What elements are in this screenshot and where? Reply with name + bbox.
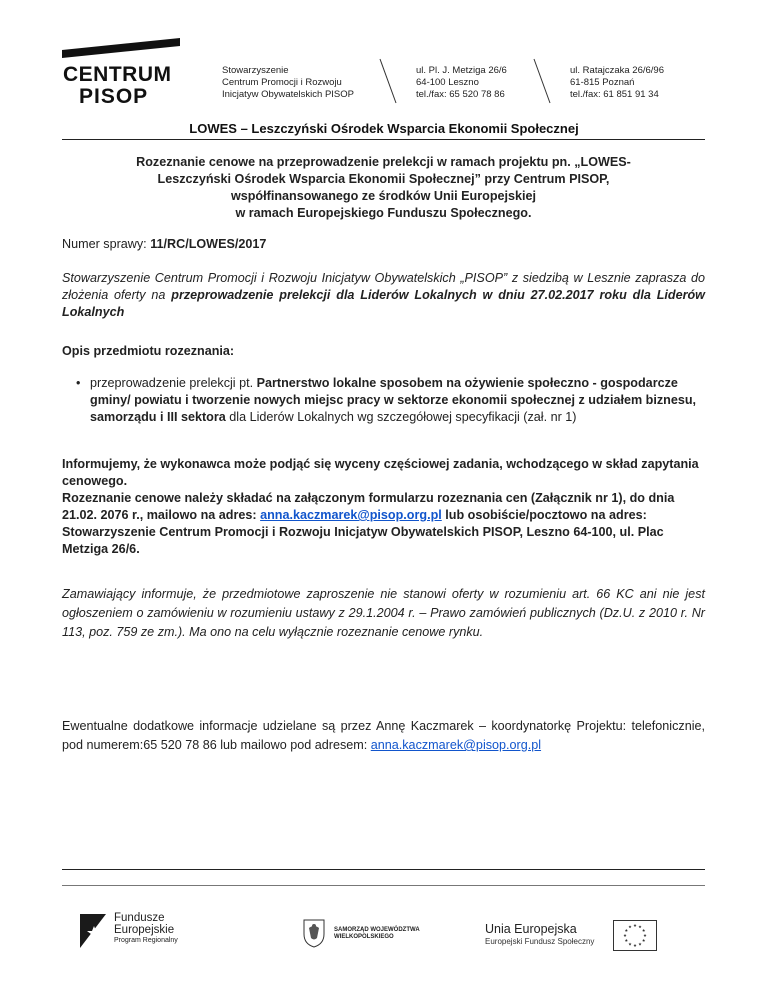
ue-logo-text: Unia Europejska Europejski Fundusz Społeczny xyxy=(485,922,595,946)
info-paragraph: Informujemy, że wykonawca może podjąć się wyceny częściowej zadania, wchodzącego w skład zapytania cenowego. Rozeznanie cenowe należy składać na załączonym formularzu rozeznania cen (Załącznik nr 1), do dnia 21.02. 2076 r., mailowo na adres: anna.kaczmarek@pisop.org.pl lub osobiście/pocztowo na adres: Stowarzyszenie Centrum Promocji i Rozwoju Inicjatyw Obywatelskich PISOP, Leszno 64-100, ul. Plac Metziga 26/6. xyxy=(62,457,699,556)
logo-line1: CENTRUM xyxy=(63,63,172,86)
disclaimer-paragraph: Zamawiający informuje, że przedmiotowe zaproszenie nie stanowi oferty w rozumieniu art. 66 KC ani nie jest ogłoszeniem o zamówieniu w rozumieniu ustawy z 29.1.2004 r. – Prawo zamówień publicznych (Dz.U. z 2010 r. Nr 113, poz. 759 ze zm.). Ma ono na celu wyłącznie rozeznanie cenowe rynku. xyxy=(62,587,705,639)
fe-star-icon xyxy=(80,914,108,948)
contact-paragraph: Ewentualne dodatkowe informacje udzielane są przez Annę Kaczmarek – koordynatorkę Projektu: telefonicznie, pod numerem:65 520 78 86 lub mailowo pod adresem: anna.kaczmarek@pisop.org.pl xyxy=(62,719,705,752)
case-number-line: Numer sprawy: 11/RC/LOWES/2017 xyxy=(62,237,267,251)
fundusze-europejskie-logo: Fundusze Europejskie Program Regionalny xyxy=(80,912,210,962)
logo-bar-icon xyxy=(62,38,180,58)
logo-line2: PISOP xyxy=(79,85,149,108)
invitation-paragraph: Stowarzyszenie Centrum Promocji i Rozwoju Inicjatyw Obywatelskich „PISOP” z siedzibą w Lesznie zaprasza do złożenia oferty na przeprowadzenie prelekcji dla Liderów Lokalnych w dniu 27.02.2017 roku dla Liderów Lokalnych xyxy=(62,271,705,319)
divider-slash-icon xyxy=(532,58,552,104)
page-title: LOWES – Leszczyński Ośrodek Wsparcia Ekonomii Społecznej xyxy=(189,121,579,136)
address-leszno: ul. Pl. J. Metziga 26/6 64-100 Leszno tel./fax: 65 520 78 86 xyxy=(416,65,507,100)
centrum-pisop-logo xyxy=(62,38,192,110)
contact-email-link[interactable]: anna.kaczmarek@pisop.org.pl xyxy=(370,738,542,752)
eu-flag-icon xyxy=(613,920,657,951)
footer-divider xyxy=(62,869,705,870)
header-divider xyxy=(62,139,705,140)
bullet-icon: • xyxy=(76,376,81,390)
document-page: CENTRUM PISOP Stowarzyszenie Centrum Promocji i Rozwoju Inicjatyw Obywatelskich PISOP ul. Pl. J. Metziga 26/6 64-100 Leszno tel./fax: 65 520 78 86 ul. Ratajczaka 26/6/96 61-815 Poznań tel./fax: 61 851 91 34 LOWES – Leszczyński Ośrodek Wsparcia Ekonomii Społecznej Rozeznanie cenowe na przeprowadzenie prelekcji w ramach projektu pn. „LOWES- Leszczyński Ośrodek Wsparcia Ekonomii Społecznej” przy Centrum PISOP, współfinansowanego ze środków Unii Europejskiej w ramach Europejskiego Funduszu Społecznego. Numer sprawy: 11/RC/LOWES/2017 Stowarzyszenie Centrum Promocji i Rozwoju Inicjatyw Obywatelskich „PISOP” z siedzibą w Lesznie zaprasza do złożenia oferty na przeprowadzenie prelekcji dla Liderów Lokalnych w dniu 27.02.2017 roku dla Liderów Lokalnych Opis przedmiotu rozeznania: • przeprowadzenie prelekcji pt. Partnerstwo lokalne sposobem na ożywienie społeczno - gospodarcze gminy/ powiatu i tworzenie nowych miejsc pracy w sektorze ekonomii społecznej z udziałem biznesu, samorządu i III sektora dla Liderów Lokalnych wg szczegółowej specyfikacji (zał. nr 1) Informujemy, że wykonawca może podjąć się wyceny częściowej zadania, wchodzącego w skład zapytania cenowego. Rozeznanie cenowe należy składać na załączonym formularzu rozeznania cen (Załącznik nr 1), do dnia 21.02. 2076 r., mailowo na adres: anna.kaczmarek@pisop.org.pl lub osobiście/pocztowo na adres: Stowarzyszenie Centrum Promocji i Rozwoju Inicjatyw Obywatelskich PISOP, Leszno 64-100, ul. Plac Metziga 26/6. Zamawiający informuje, że przedmiotowe zaproszenie nie stanowi oferty w rozumieniu art. 66 KC ani nie jest ogłoszeniem o zamówieniu w rozumieniu ustawy z 29.1.2004 r. – Prawo zamówień publicznych (Dz.U. z 2010 r. Nr 113, poz. 759 ze zm.). Ma ono na celu wyłącznie rozeznanie cenowe rynku. Ewentualne dodatkowe informacje udzielane są przez Annę Kaczmarek – koordynatorkę Projektu: telefonicznie, pod numerem:65 520 78 86 lub mailowo pod adresem: anna.kaczmarek@pisop.org.pl Fundusze Europejskie Program Regionalny SAMORZĄD WOJEWÓDZTWA WIELKOPOLSKIEGO Unia Europejska Europejski Fundusz Społeczny xyxy=(0,0,768,994)
samorzad-logo-text: SAMORZĄD WOJEWÓDZTWA WIELKOPOLSKIEGO xyxy=(334,927,420,940)
footer-divider-thin xyxy=(62,885,705,886)
coat-of-arms-icon xyxy=(302,918,326,948)
case-number: 11/RC/LOWES/2017 xyxy=(150,237,267,251)
document-heading: Rozeznanie cenowe na przeprowadzenie prelekcji w ramach projektu pn. „LOWES- Leszczyński Ośrodek Wsparcia Ekonomii Społecznej” przy Centrum PISOP, współfinansowanego ze środków Unii Europejskiej w ramach Europejskiego Funduszu Społecznego. xyxy=(136,155,631,220)
org-name: Stowarzyszenie Centrum Promocji i Rozwoju Inicjatyw Obywatelskich PISOP xyxy=(222,65,354,100)
email-link[interactable]: anna.kaczmarek@pisop.org.pl xyxy=(260,508,442,522)
divider-slash-icon xyxy=(378,58,398,104)
address-poznan: ul. Ratajczaka 26/6/96 61-815 Poznań tel./fax: 61 851 91 34 xyxy=(570,65,665,100)
subject-heading: Opis przedmiotu rozeznania: xyxy=(62,344,235,358)
